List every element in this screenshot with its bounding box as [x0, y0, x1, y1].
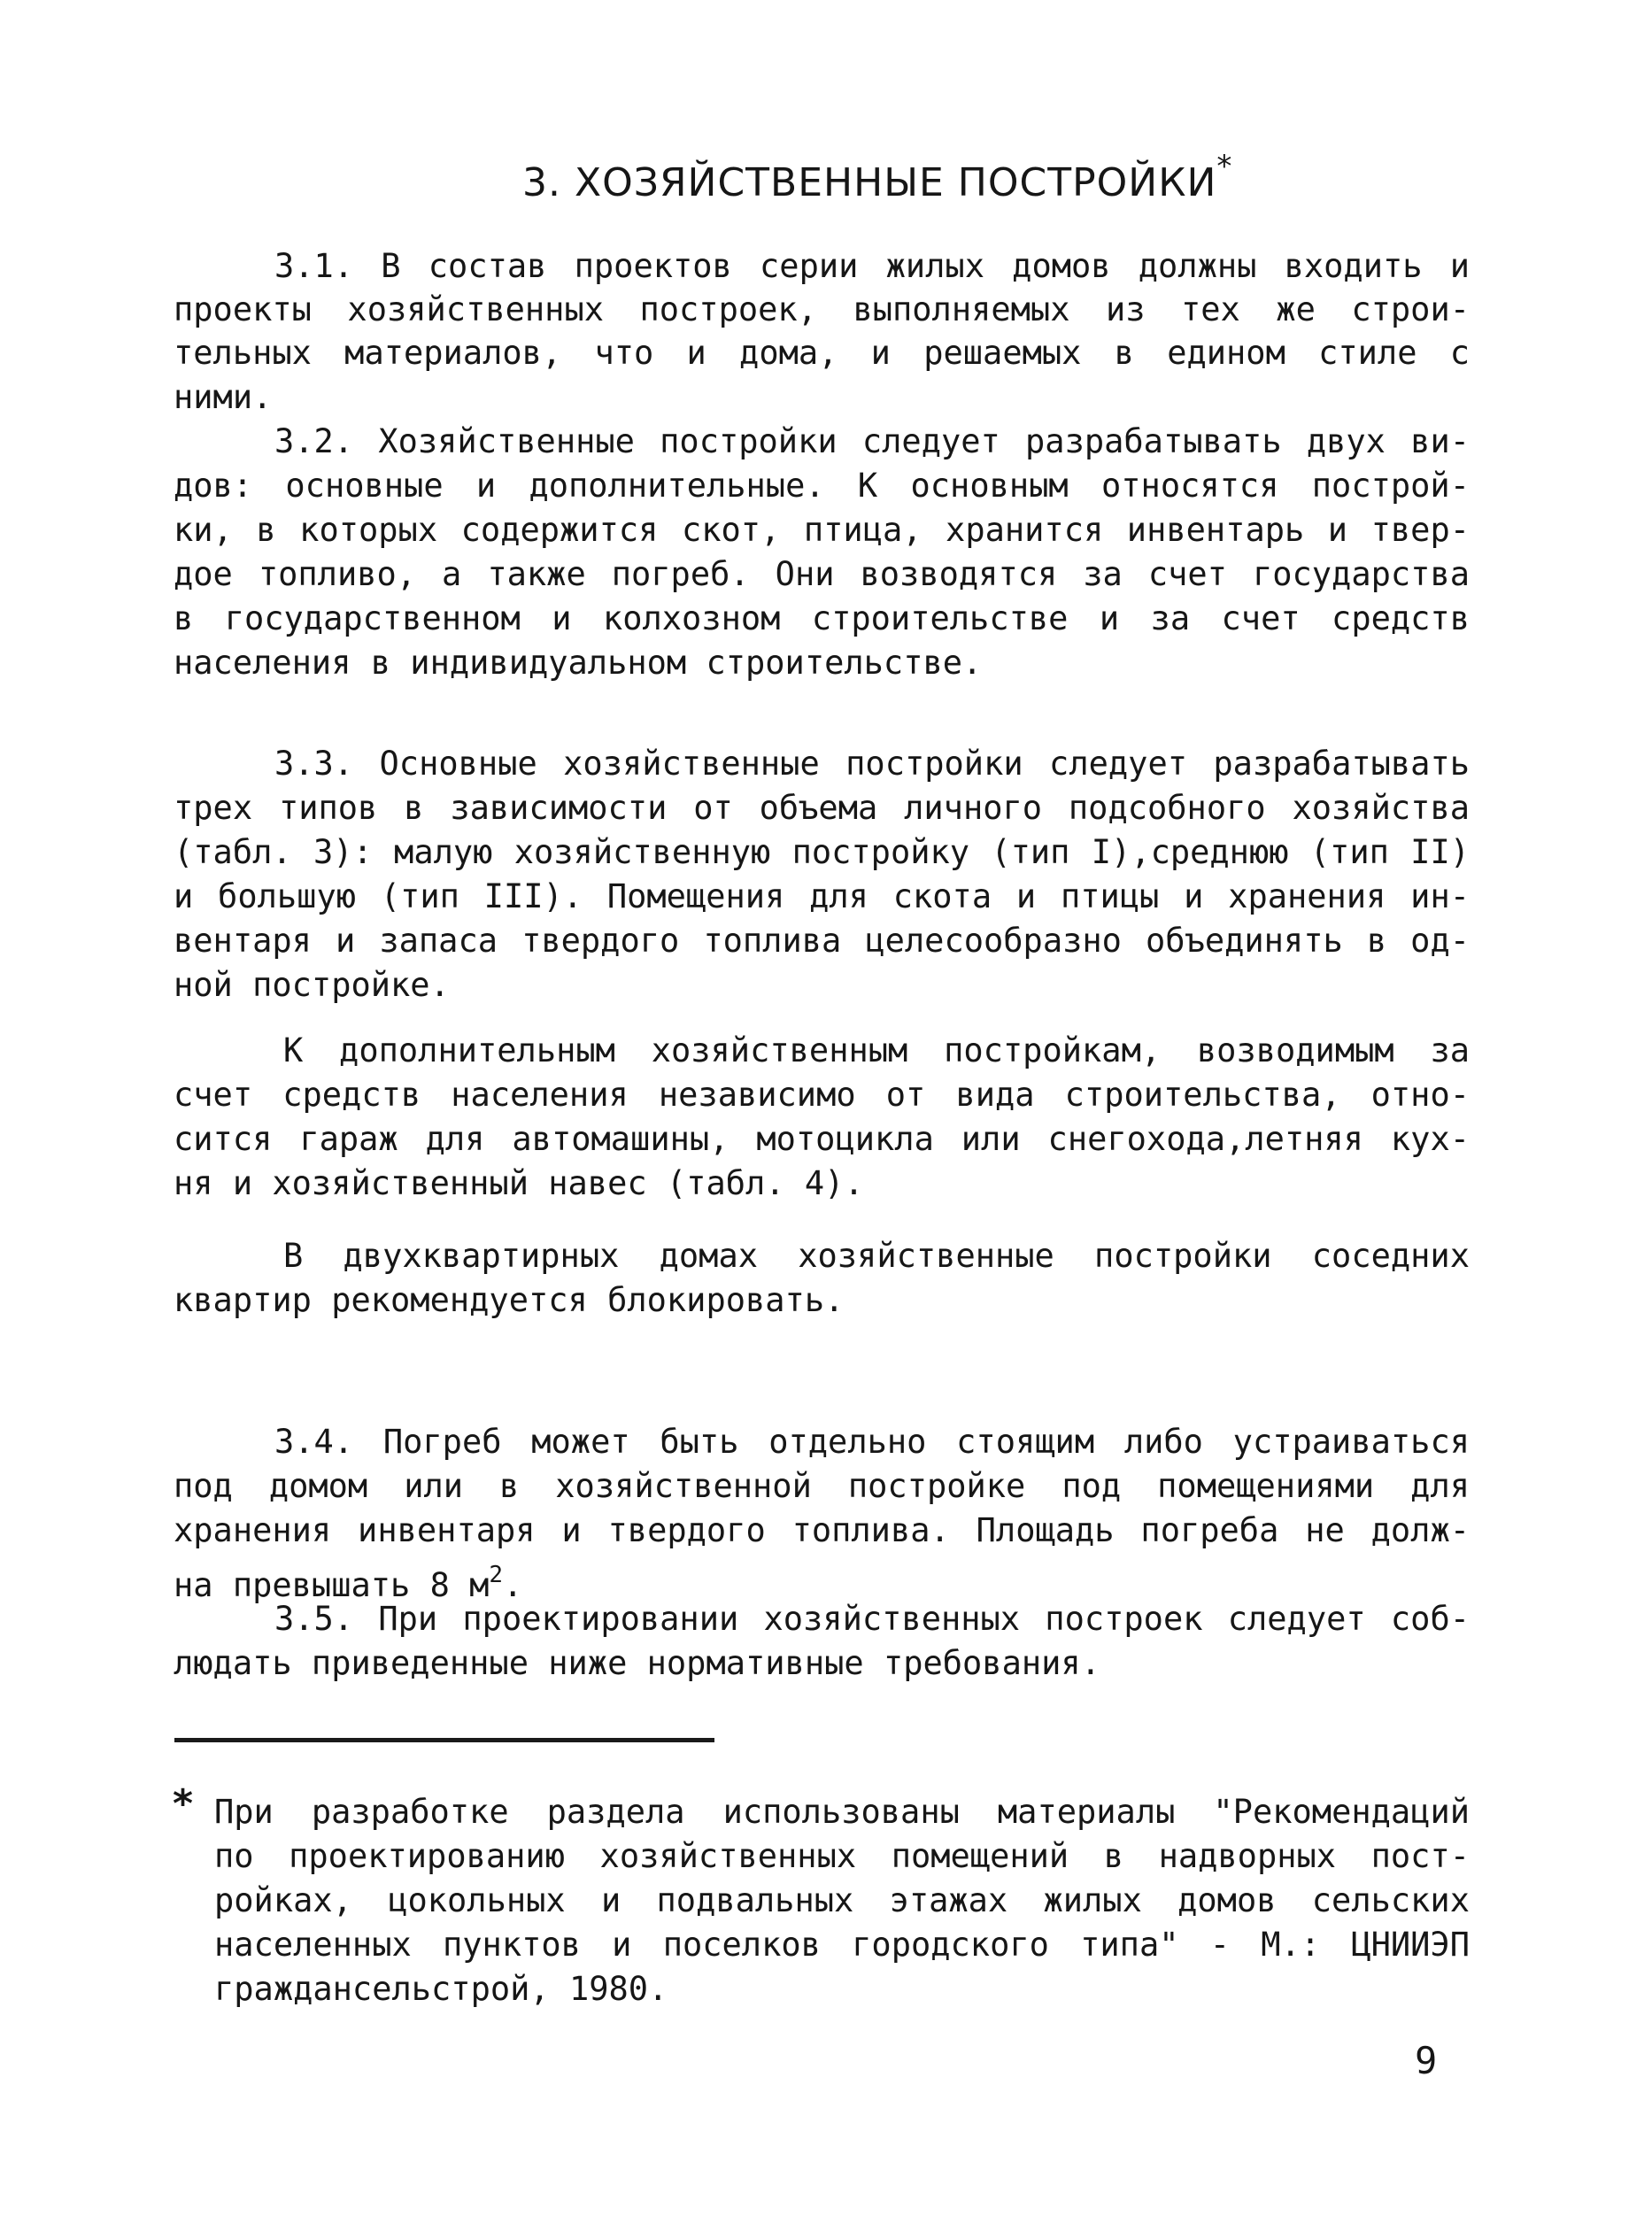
paragraph-line: трех типов в зависимости от объема личного подсобного хозяйства: [174, 789, 1470, 827]
paragraph-line: (табл. 3): малую хозяйственную постройку (тип I),среднюю (тип II): [174, 833, 1470, 871]
paragraph-line: хранения инвентаря и твердого топлива. Площадь погреба не долж-: [174, 1511, 1470, 1549]
page-number: 9: [1415, 2039, 1438, 2082]
paragraph-line: вентаря и запаса твердого топлива целесообразно объединять в од-: [174, 922, 1470, 960]
line-end-punctuation: .: [503, 1566, 523, 1604]
paragraph-line: ними.: [174, 378, 273, 416]
paragraph-line: В двухквартирных домах хозяйственные постройки соседних: [283, 1237, 1470, 1275]
paragraph-line: людать приведенные ниже нормативные требования.: [174, 1644, 1100, 1682]
footnote-line: граждансельстрой, 1980.: [214, 1970, 668, 2008]
paragraph-line: квартир рекомендуется блокировать.: [174, 1281, 845, 1319]
paragraph-line: К дополнительным хозяйственным постройкам, возводимым за: [283, 1031, 1470, 1069]
paragraph-line: дое топливо, а также погреб. Они возводятся за счет государства: [174, 555, 1470, 593]
paragraph-line: в государственном и колхозном строительстве и за счет средств: [174, 599, 1470, 637]
paragraph-line: 3.5. При проектировании хозяйственных построек следует соб-: [274, 1600, 1470, 1638]
footnote-mark: *: [173, 1781, 194, 1826]
paragraph-line: под домом или в хозяйственной постройке под помещениями для: [174, 1467, 1470, 1505]
heading-footnote-mark: *: [1216, 149, 1233, 184]
paragraph-line: ня и хозяйственный навес (табл. 4).: [174, 1164, 864, 1202]
footnote-separator: [174, 1738, 714, 1742]
footnote-line: При разработке раздела использованы материалы "Рекомендаций: [214, 1793, 1470, 1831]
paragraph-line: ной постройке.: [174, 966, 450, 1004]
paragraph-line: проекты хозяйственных построек, выполняемых из тех же строи-: [174, 290, 1470, 328]
section-title: 3. ХОЗЯЙСТВЕННЫЕ ПОСТРОЙКИ: [522, 160, 1217, 205]
footnote-line: населенных пунктов и поселков городского типа" - М.: ЦНИИЭП: [214, 1926, 1470, 1964]
paragraph-line: ки, в которых содержится скот, птица, хранится инвентарь и твер-: [174, 511, 1470, 549]
paragraph-line: 3.2. Хозяйственные постройки следует разрабатывать двух ви-: [274, 422, 1470, 460]
section-heading: [522, 149, 1231, 205]
paragraph-line: дов: основные и дополнительные. К основным относятся построй-: [174, 467, 1470, 505]
paragraph-line: сится гараж для автомашины, мотоцикла или снегохода,летняя кух-: [174, 1120, 1470, 1158]
paragraph-line: 3.3. Основные хозяйственные постройки следует разрабатывать: [274, 745, 1470, 783]
footnote-line: ройках, цокольных и подвальных этажах жилых домов сельских: [214, 1881, 1470, 1919]
paragraph-line: и большую (тип III). Помещения для скота и птицы и хранения ин-: [174, 877, 1470, 915]
paragraph-line: населения в индивидуальном строительстве.: [174, 644, 983, 682]
footnote-line: по проектированию хозяйственных помещений в надворных пост-: [214, 1837, 1470, 1875]
paragraph-line: счет средств населения независимо от вида строительства, отно-: [174, 1076, 1470, 1114]
paragraph-line: 3.1. В состав проектов серии жилых домов должны входить и: [274, 247, 1470, 285]
paragraph-line-text: на превышать 8 м: [174, 1566, 490, 1604]
superscript: 2: [489, 1562, 504, 1588]
paragraph-line: 3.4. Погреб может быть отдельно стоящим либо устраиваться: [274, 1423, 1470, 1461]
paragraph-line: тельных материалов, что и дома, и решаемых в едином стиле с: [174, 334, 1470, 372]
